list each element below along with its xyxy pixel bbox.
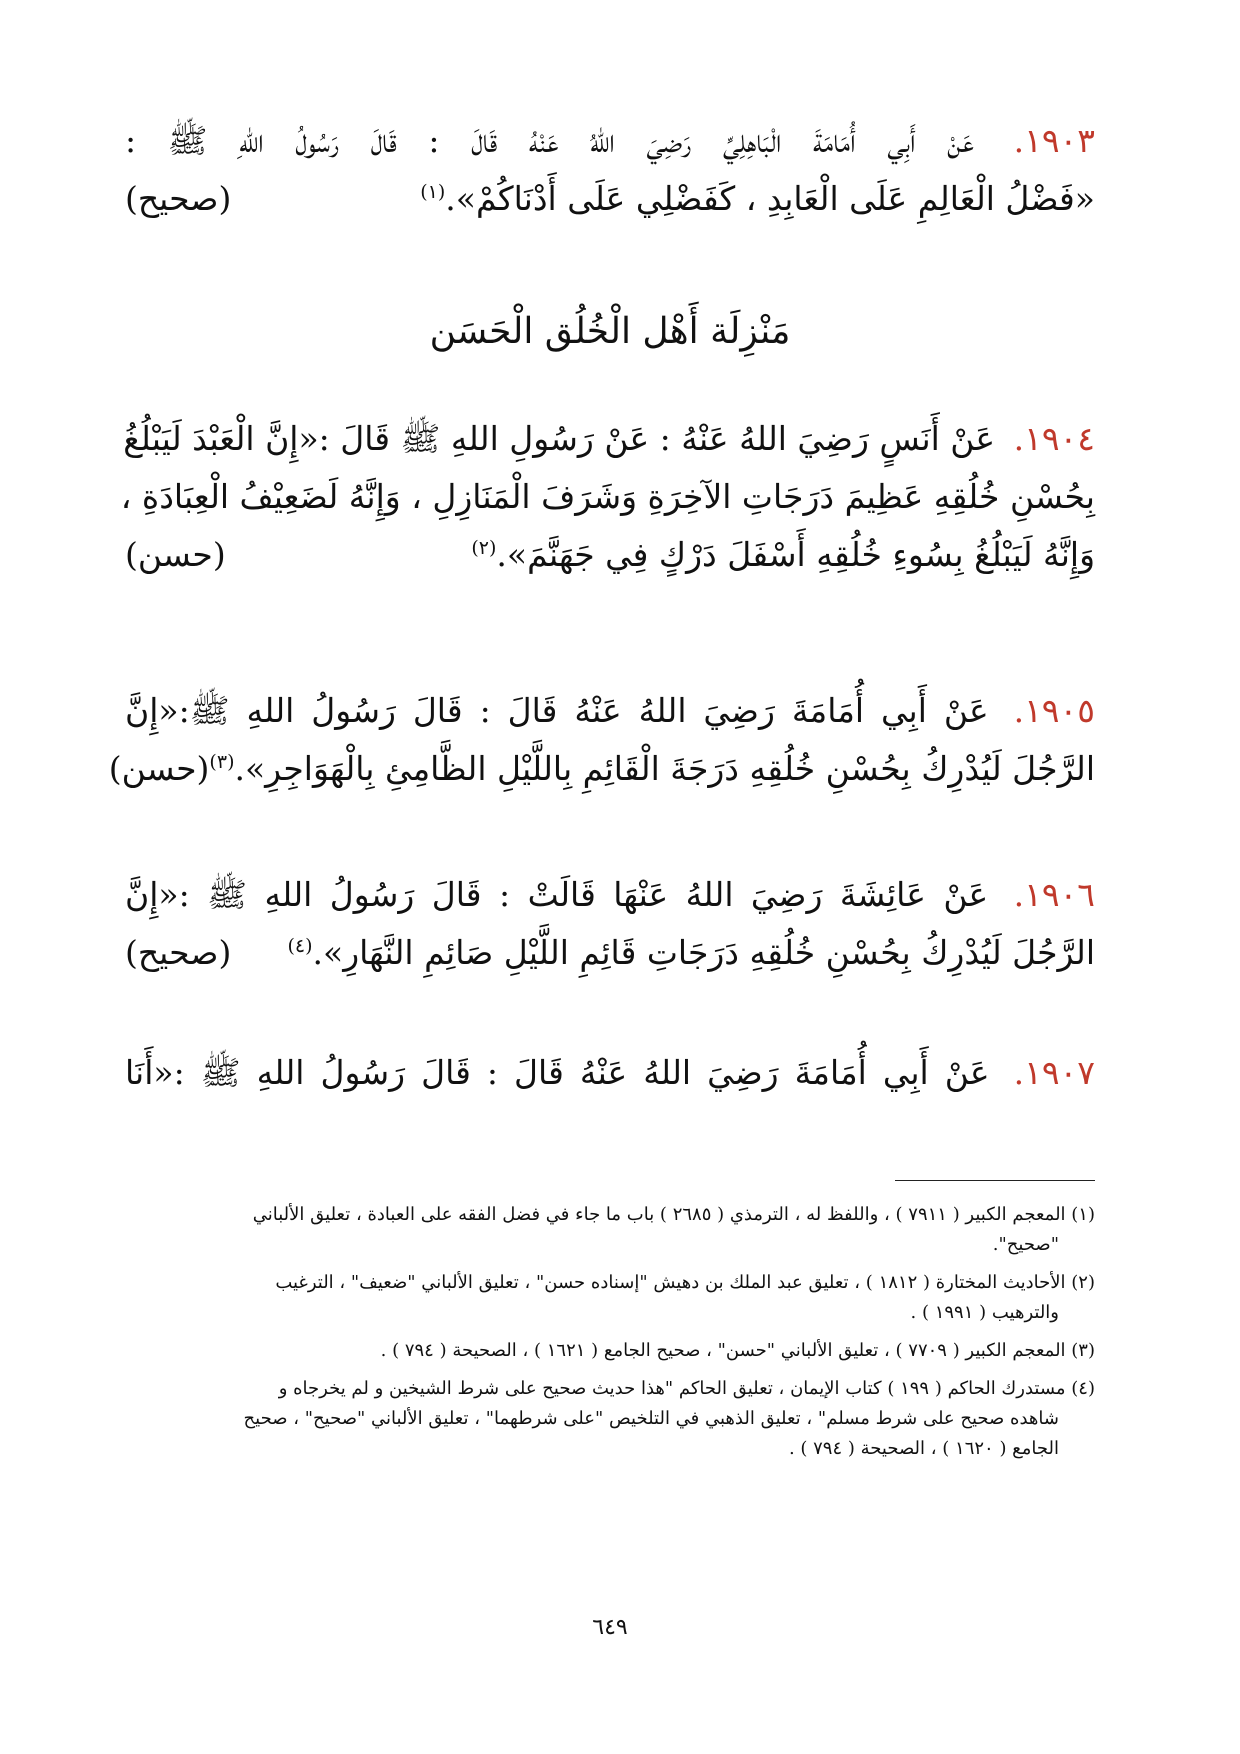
hadith-1907 [125,1044,1095,1102]
footnote-reference: (٤) [287,935,313,957]
hadith-text: وَإِنَّهُ لَيَبْلُغُ بِسُوءِ خُلُقِهِ أَسْفَلَ دَرْكٍ فِي جَهَنَّمَ». [496,535,1095,574]
footnote-separator [895,1180,1095,1181]
footnote-text: شاهده صحيح على شرط مسلم" ، تعليق الذهبي في التلخيص "على شرطهما" ، تعليق الألباني "صحيح" ، صحيح [243,1408,1059,1429]
hadith-line [125,112,1095,170]
footnote-text: (٤) مستدرك الحاكم ( ١٩٩ ) كتاب الإيمان ، تعليق الحاكم "هذا حديث صحيح على شرط الشيخين و لم يخرجاه و [278,1378,1095,1399]
hadith-line [108,740,1095,798]
hadith-number: ١٩٠٥. [1013,691,1095,730]
hadith-line [125,410,1095,468]
hadith-line [125,924,1095,982]
hadith-line [125,526,1095,584]
section-heading: مَنْزِلَة أَهْل الْخُلُق الْحَسَن [429,311,791,352]
footnote-3 [125,1336,1095,1366]
hadith-text: الرَّجُلَ لَيُدْرِكُ بِحُسْنِ خُلُقِهِ دَرَجَةَ الْقَائِمِ بِاللَّيْلِ الظَّامِئِ بِالْهَوَاجِرِ». [234,749,1095,788]
hadith-line [125,1044,1095,1102]
footnote-text: (١) المعجم الكبير ( ٧٩١١ ) ، واللفظ له ، الترمذي ( ٢٦٨٥ ) باب ما جاء في فضل الفقه على العبادة ، تعليق الألباني [252,1204,1095,1225]
footnote-1 [125,1200,1095,1260]
footnote-reference: (٢) [471,537,497,559]
hadith-text: عَنْ أَبِي أُمَامَةَ رَضِيَ اللهُ عَنْهُ قَالَ : قَالَ رَسُولُ اللهِ ﷺ:«إِنَّ [125,691,989,730]
footnote-text: (٢) الأحاديث المختارة ( ١٨١٢ ) ، تعليق عبد الملك بن دهيش "إسناده حسن" ، تعليق الألباني "ضعيف" ، الترغيب [275,1272,1095,1293]
footnote-reference: (١) [420,181,446,203]
hadith-grade: (صحيح) [125,933,232,972]
footnote-4 [125,1374,1095,1464]
footnote-text: والترهيب ( ١٩٩١ ) . [910,1302,1059,1323]
footnote-text: "صحيح". [992,1234,1059,1255]
hadith-grade: (حسن) [125,535,226,574]
hadith-1904 [120,410,1095,584]
hadith-grade: (صحيح) [125,179,232,218]
hadith-number: ١٩٠٤. [1013,419,1095,458]
hadith-text: «فَضْلُ الْعَالِمِ عَلَى الْعَابِدِ ، كَفَضْلِي عَلَى أَدْنَاكُمْ». [445,179,1095,218]
page-number: ٦٤٩ [592,1615,628,1640]
hadith-text: عَنْ أَبِي أُمَامَةَ الْبَاهِلِيِّ رَضِيَ اللهُ عَنْهُ قَالَ : قَالَ رَسُولُ اللهِ ﷺ : [125,121,975,160]
footnote-text: الجامع ( ١٦٢٠ ) ، الصحيحة ( ٧٩٤ ) . [788,1438,1059,1459]
hadith-number: ١٩٠٧. [1013,1053,1095,1092]
footnote-2 [125,1268,1095,1328]
hadith-text: بِحُسْنِ خُلُقِهِ عَظِيمَ دَرَجَاتِ الآخِرَةِ وَشَرَفَ الْمَنَازِلِ ، وَإِنَّهُ لَضَعِيْفُ الْعِبَادَةِ ، [120,477,1095,516]
footnote-text: (٣) المعجم الكبير ( ٧٧٠٩ ) ، تعليق الألباني "حسن" ، صحيح الجامع ( ١٦٢١ ) ، الصحيحة ( ٧٩٤ ) . [380,1340,1095,1361]
hadith-text: عَنْ أَبِي أُمَامَةَ رَضِيَ اللهُ عَنْهُ قَالَ : قَالَ رَسُولُ اللهِ ﷺ :«أَنَا [125,1053,990,1092]
hadith-grade: (حسن) [108,749,210,788]
hadith-1906 [125,866,1095,982]
hadith-text: عَنْ عَائِشَةَ رَضِيَ اللهُ عَنْهَا قَالَتْ : قَالَ رَسُولُ اللهِ ﷺ :«إِنَّ [125,875,989,914]
hadith-line [120,468,1095,526]
hadith-line [125,682,1095,740]
hadith-number: ١٩٠٦. [1013,875,1096,914]
hadith-line [125,170,1095,228]
footnotes [125,1200,1095,1472]
hadith-text: عَنْ أَنَسٍ رَضِيَ اللهُ عَنْهُ : عَنْ رَسُولِ اللهِ ﷺ قَالَ :«إِنَّ الْعَبْدَ لَيَبْلُغُ [123,419,996,458]
footnote-reference: (٣) [209,751,235,773]
hadith-text: الرَّجُلَ لَيُدْرِكُ بِحُسْنِ خُلُقِهِ دَرَجَاتِ قَائِمِ اللَّيْلِ صَائِمِ النَّهَارِ». [312,933,1095,972]
hadith-1903 [125,112,1095,228]
hadith-number: ١٩٠٣. [1013,121,1095,160]
hadith-1905 [108,682,1095,798]
document-page [108,0,1096,1754]
hadith-line [125,866,1095,924]
